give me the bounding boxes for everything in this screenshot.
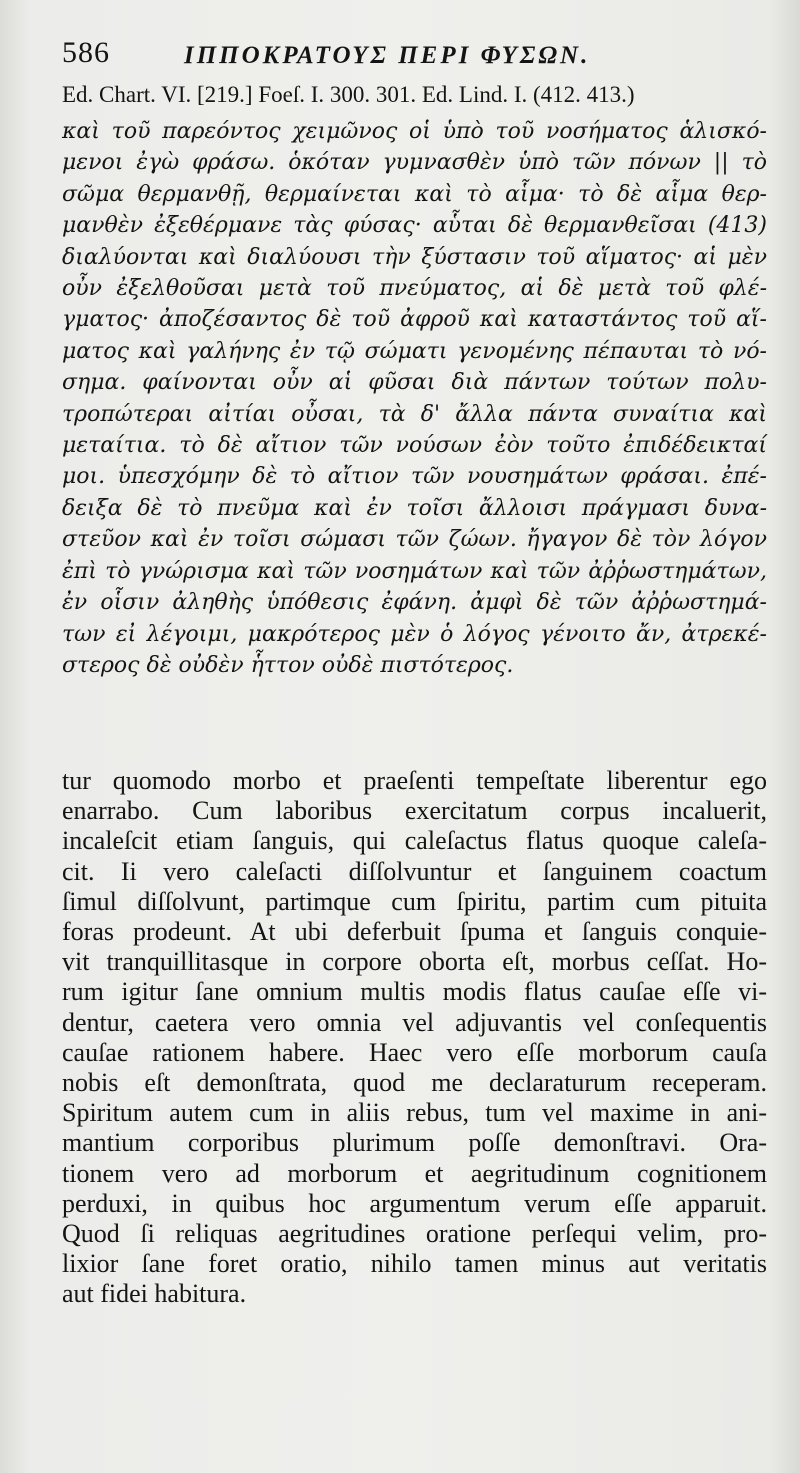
greek-line: ματος καὶ γαλήνης ἐν τῷ σώματι γενομένης πέπαυται τὸ νό- (62, 338, 767, 364)
greek-line: τροπώτεραι αἰτίαι οὖσαι, τὰ δ' ἄλλα πάντα συναίτια καὶ (62, 401, 767, 427)
greek-line: ἐν οἷσιν ἀληθὴς ὑπόθεσις ἐφάνη. ἀμφὶ δὲ τῶν ἀῤῥωστημά- (62, 590, 767, 616)
latin-line: enarrabo. Cum laboribus exercitatum corpus incaluerit, (62, 796, 767, 826)
latin-line: incaleſcit etiam ſanguis, qui caleſactus flatus quoque caleſa- (62, 826, 767, 856)
page-header (62, 36, 762, 80)
edition-reference-line: Ed. Chart. VI. [219.] Foeſ. I. 300. 301. Ed. Lind. I. (412. 413.) (62, 82, 635, 107)
running-title: ΙΠΠΟΚΡΑΤΟΥΣ ΠΕΡΙ ΦΥΣΩΝ. (184, 42, 591, 69)
greek-line: μεταίτια. τὸ δὲ αἴτιον τῶν νούσων ἐὸν τοῦτο ἐπιδέδεικταί (62, 433, 767, 459)
latin-line: foras prodeunt. At ubi deferbuit ſpuma et ſanguis conquie- (62, 917, 767, 947)
latin-line: tionem vero ad morborum et aegritudinum cognitionem (62, 1158, 767, 1188)
latin-line: perduxi, in quibus hoc argumentum verum eſſe apparuit. (62, 1188, 767, 1218)
latin-line: tur quomodo morbo et praeſenti tempeſtate liberentur ego (62, 766, 767, 795)
latin-text-block (62, 766, 767, 1310)
latin-line: mantium corporibus plurimum poſſe demonſtravi. Ora- (62, 1128, 767, 1158)
greek-line: σῶμα θερμανθῇ, θερμαίνεται καὶ τὸ αἷμα· τὸ δὲ αἷμα θερ- (62, 181, 767, 207)
greek-line: δειξα δὲ τὸ πνεῦμα καὶ ἐν τοῖσι ἄλλοισι πράγμασι δυνα- (62, 495, 767, 521)
greek-line: ἐπὶ τὸ γνώρισμα καὶ τῶν νοσημάτων καὶ τῶν ἀῤῥωστημάτων, (62, 558, 767, 584)
greek-line: γματος· ἀποζέσαντος δὲ τοῦ ἀφροῦ καὶ καταστάντος τοῦ αἵ- (62, 307, 767, 333)
latin-line: dentur, caetera vero omnia vel adjuvantis vel conſequentis (62, 1007, 767, 1037)
greek-line: μανθὲν ἐξεθέρμανε τὰς φύσας· αὗται δὲ θερμανθεῖσαι (413) (62, 213, 767, 239)
latin-line: Spiritum autem cum in aliis rebus, tum vel maxime in ani- (62, 1098, 767, 1128)
latin-line: cit. Ii vero caleſacti diſſolvuntur et ſanguinem coactum (62, 856, 767, 886)
greek-line: διαλύονται καὶ διαλύουσι τὴν ξύστασιν τοῦ αἵματος· αἱ μὲν (62, 244, 767, 270)
latin-line: Quod ſi reliquas aegritudines oratione perſequi velim, pro- (62, 1219, 767, 1249)
latin-line: rum igitur ſane omnium multis modis flatus cauſae eſſe vi- (62, 977, 767, 1007)
latin-line: vit tranquillitasque in corpore oborta eſt, morbus ceſſat. Ho- (62, 947, 767, 977)
greek-line: καὶ τοῦ παρεόντος χειμῶνος οἱ ὑπὸ τοῦ νοσήματος ἁλισκό- (62, 119, 767, 144)
greek-line: στερος δὲ οὐδὲν ἧττον οὐδὲ πιστότερος. (62, 652, 514, 678)
latin-line: aut fidei habitura. (62, 1279, 247, 1309)
greek-line: των εἰ λέγοιμι, μακρότερος μὲν ὁ λόγος γένοιτο ἄν, ἀτρεκέ- (62, 621, 767, 647)
greek-line: μοι. ὑπεσχόμην δὲ τὸ αἴτιον τῶν νουσημάτων φράσαι. ἐπέ- (62, 464, 767, 490)
latin-line: lixior ſane foret oratio, nihilo tamen minus aut veritatis (62, 1249, 767, 1279)
greek-text-block (62, 116, 767, 681)
greek-line: στεῦον καὶ ἐν τοῖσι σώμασι τῶν ζώων. ἤγαγον δὲ τὸν λόγον (62, 527, 767, 553)
greek-line: σημα. φαίνονται οὖν αἱ φῦσαι διὰ πάντων τούτων πολυ- (62, 370, 767, 396)
latin-line: nobis eſt demonſtrata, quod me declaraturum receperam. (62, 1068, 767, 1098)
greek-line: οὖν ἐξελθοῦσαι μετὰ τοῦ πνεύματος, αἱ δὲ μετὰ τοῦ φλέ- (62, 276, 767, 302)
latin-line: ſimul diſſolvunt, partimque cum ſpiritu, partim cum pituita (62, 886, 767, 916)
page-number: 586 (62, 36, 110, 69)
latin-line: cauſae rationem habere. Haec vero eſſe morborum cauſa (62, 1037, 767, 1067)
greek-line: μενοι ἐγὼ φράσω. ὁκόταν γυμνασθὲν ὑπὸ τῶν πόνων || τὸ (62, 150, 767, 176)
